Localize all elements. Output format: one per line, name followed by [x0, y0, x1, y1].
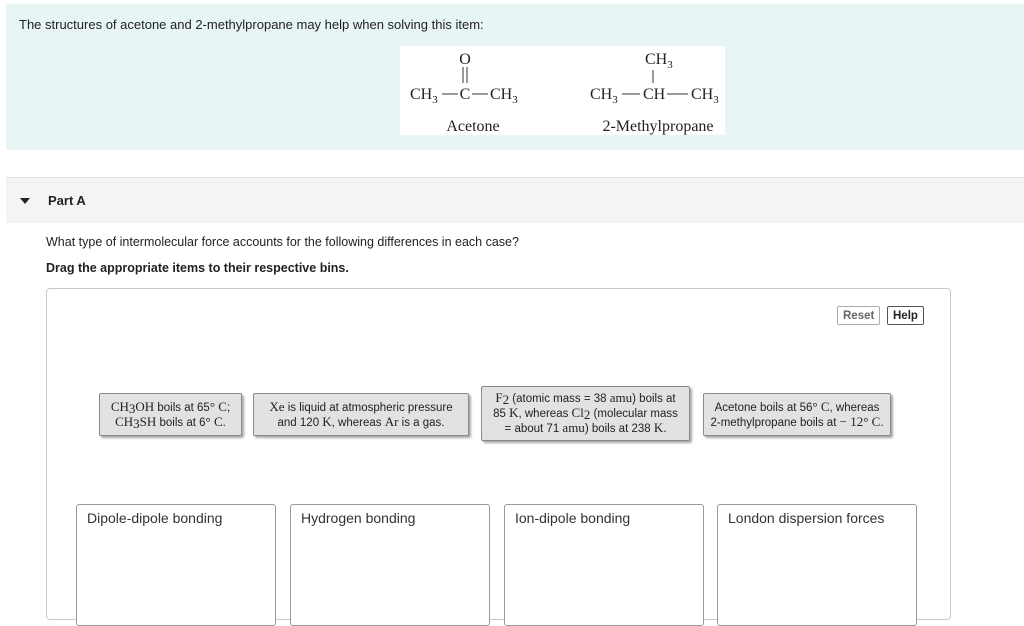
bin-label: Dipole-dipole bonding [87, 510, 223, 526]
bin-dipole-dipole[interactable] [76, 504, 276, 626]
methylpropane-center-ch: CH [643, 86, 666, 103]
methylpropane-structure [590, 51, 719, 135]
drag-drop-area [46, 288, 951, 620]
methylpropane-left-ch3: $CH_3$ [590, 86, 618, 106]
draggable-card-xe-ar[interactable]: Xe is liquid at atmospheric pressure and 120 K, whereas Ar is a gas. [253, 393, 469, 436]
acetone-left-ch3: $CH_3$ [410, 86, 438, 106]
intro-text: The structures of acetone and 2-methylpropane may help when solving this item: [19, 17, 484, 32]
methylpropane-name: 2-Methylpropane [602, 118, 714, 135]
draggable-card-acetone-methylpropane[interactable]: Acetone boils at 56° C, whereas 2-methylpropane boils at − 12° C. [703, 393, 891, 436]
bin-label: Ion-dipole bonding [515, 510, 631, 526]
methylpropane-right-ch3: $CH_3$ [691, 86, 719, 106]
acetone-name: Acetone [446, 118, 500, 135]
acetone-oxygen: O [459, 51, 471, 68]
part-a-label: Part A [48, 193, 86, 208]
bin-london-dispersion[interactable] [717, 504, 917, 626]
bin-ion-dipole[interactable] [504, 504, 704, 626]
reset-button[interactable]: Reset [837, 306, 880, 325]
acetone-carbon: C [459, 86, 471, 103]
draggable-card-ch3oh-ch3sh[interactable]: $CH_3OH$ boils at 65° C; $CH_3SH$ boils at 6° C. [99, 393, 242, 436]
bin-hydrogen-bonding[interactable] [290, 504, 490, 626]
draggable-card-f2-cl2[interactable]: $F_2$ (atomic mass = 38 amu) boils at 85 K, whereas $Cl_2$ (molecular mass = about 71 amu) boils at 238 K. [481, 386, 690, 441]
structures-image [400, 46, 725, 135]
collapse-caret-icon[interactable] [20, 198, 30, 204]
acetone-structure [410, 51, 518, 135]
part-a-header[interactable] [6, 177, 1024, 223]
intro-panel [6, 4, 1024, 150]
bin-label: Hydrogen bonding [301, 510, 416, 526]
question-text: What type of intermolecular force accounts for the following differences in each case? [46, 235, 519, 249]
help-button[interactable]: Help [887, 306, 924, 325]
bin-label: London dispersion forces [728, 510, 885, 526]
instruction-text: Drag the appropriate items to their respective bins. [46, 261, 349, 275]
methylpropane-top-ch3: $CH_3$ [645, 51, 673, 71]
acetone-right-ch3: $CH_3$ [490, 86, 518, 106]
